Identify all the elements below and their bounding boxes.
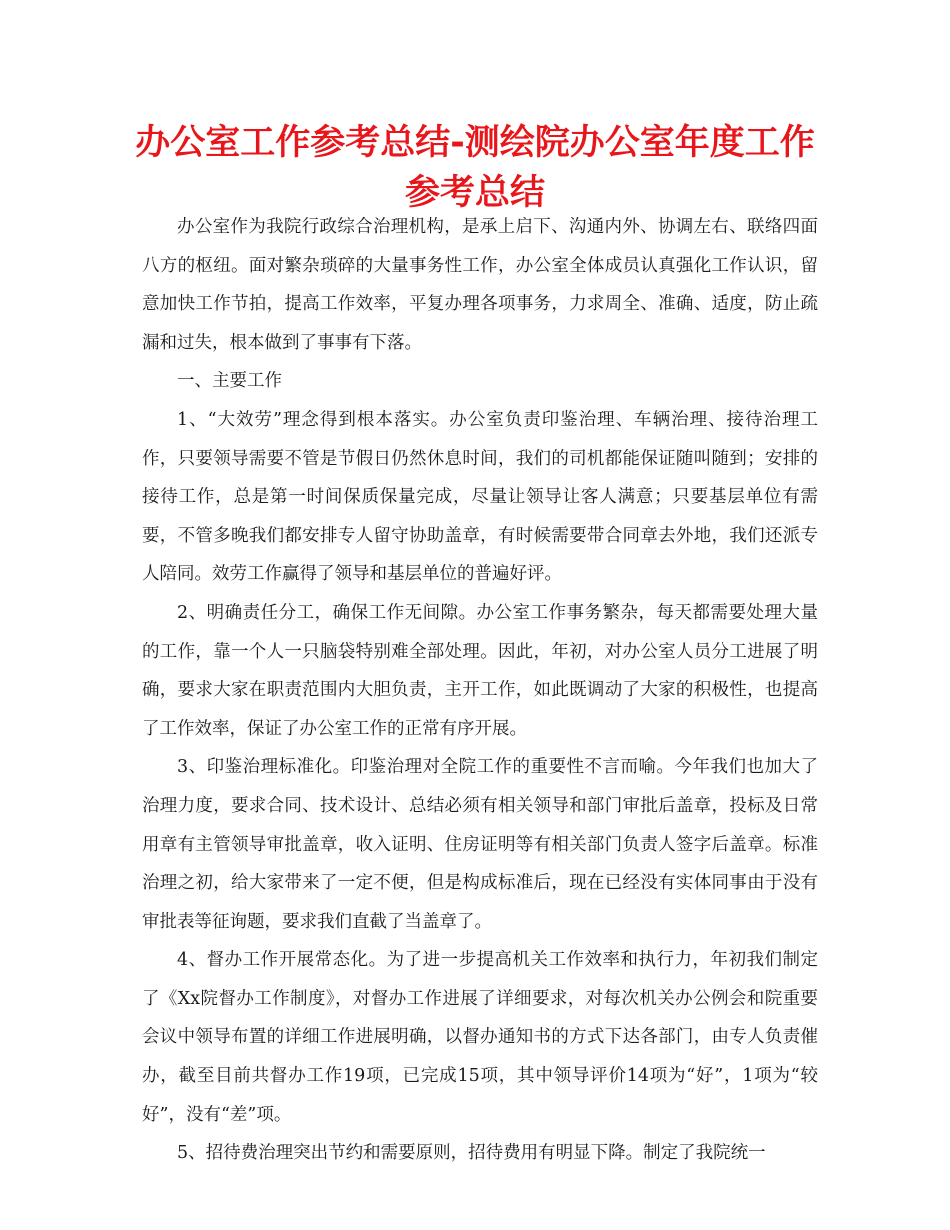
section-heading-main-work: 一、主要工作: [177, 371, 282, 392]
paragraph-item-4: 4、督办工作开展常态化。为了进一步提高机关工作效率和执行力，年初我们制定了《Xx院督办工作制度》，对督办工作进展了详细要求，对每次机关办公例会和院重要会议中领导布置的详细工作进展明确，以督办通知书的方式下达各部门，由专人负责催办，截至目前共督办工作19项，已完成15项，其中领导评价14项为“好”，1项为“较好”，没有“差”项。: [142, 950, 818, 1125]
paragraph-intro: 办公室作为我院行政综合治理机构，是承上启下、沟通内外、协调左右、联络四面八方的枢纽。面对繁杂琐碎的大量事务性工作，办公室全体成员认真强化工作认识，留意加快工作节拍，提高工作效率，平复办理各项事务，力求周全、准确、适度，防止疏漏和过失，根本做到了事事有下落。: [142, 217, 818, 353]
paragraph-item-1: 1、“大效劳”理念得到根本落实。办公室负责印鉴治理、车辆治理、接待治理工作，只要领导需要不管是节假日仍然休息时间，我们的司机都能保证随叫随到；安排的接待工作，总是第一时间保质保量完成，尽量让领导让客人满意；只要基层单位有需要，不管多晚我们都安排专人留守协助盖章，有时候需要带合同章去外地，我们还派专人陪同。效劳工作赢得了领导和基层单位的普遍好评。: [142, 409, 818, 585]
document-title: 办公室工作参考总结-测绘院办公室年度工作参考总结: [135, 123, 815, 213]
paragraph-item-5: 5、招待费治理突出节约和需要原则，招待费用有明显下降。制定了我院统一: [177, 1143, 766, 1164]
document-body: [142, 208, 818, 1173]
paragraph-item-3: 3、印鉴治理标准化。印鉴治理对全院工作的重要性不言而喻。今年我们也加大了治理力度，要求合同、技术设计、总结必须有相关领导和部门审批后盖章，投标及日常用章有主管领导审批盖章，收入证明、住房证明等有相关部门负责人签字后盖章。标准治理之初，给大家带来了一定不便，但是构成标准后，现在已经没有实体同事由于没有审批表等征询题，要求我们直截了当盖章了。: [142, 757, 818, 932]
paragraph-item-2: 2、明确责任分工，确保工作无间隙。办公室工作事务繁杂，每天都需要处理大量的工作，靠一个人一只脑袋特别难全部处理。因此，年初，对办公室人员分工进展了明确，要求大家在职责范围内大胆负责，主开工作，如此既调动了大家的积极性，也提高了工作效率，保证了办公室工作的正常有序开展。: [142, 602, 818, 739]
